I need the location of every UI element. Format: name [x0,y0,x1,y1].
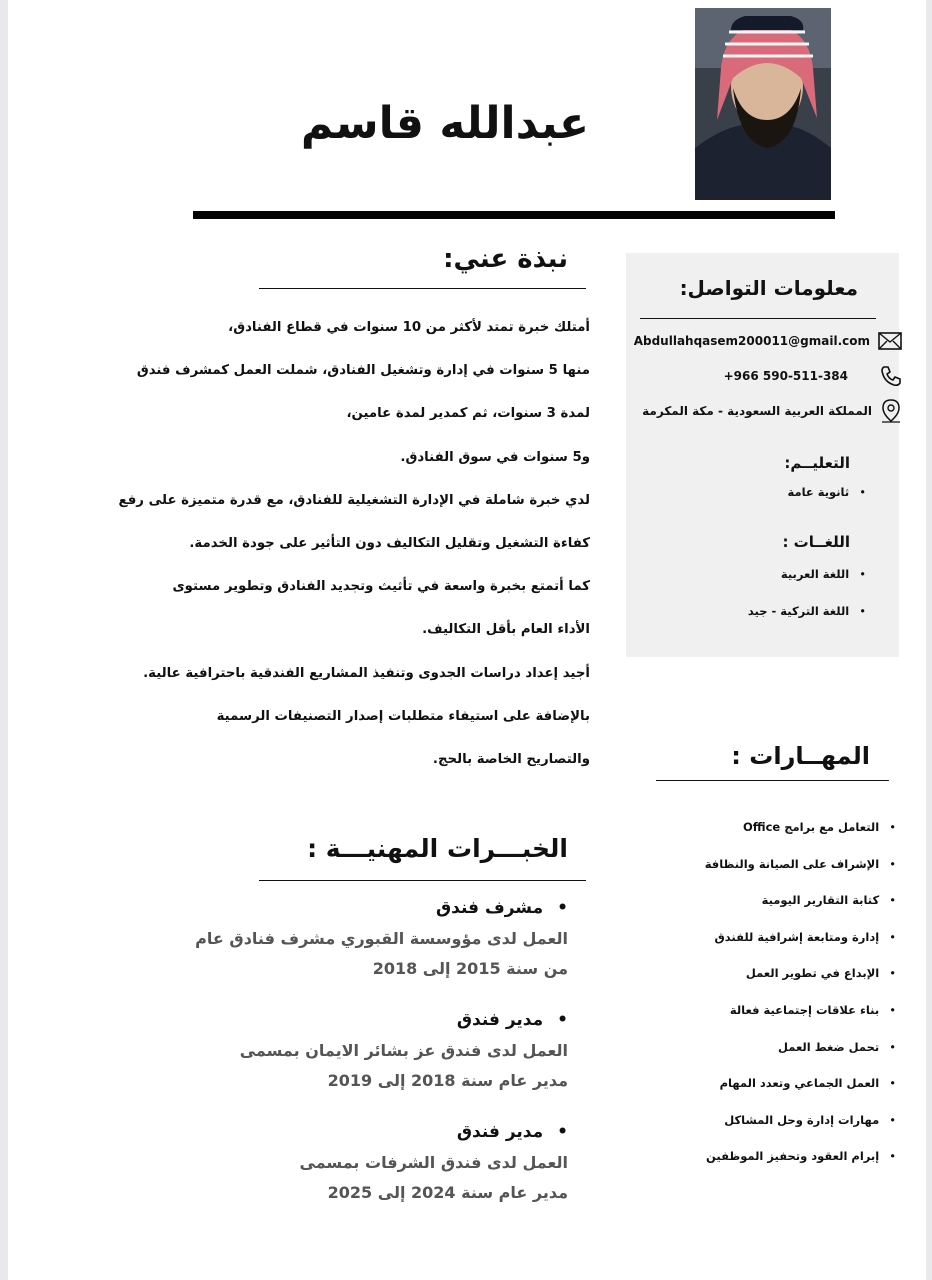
experience-title: • مدير فندق [148,1010,568,1030]
location-row [642,398,902,424]
skill-item: • مهارات إدارة وحل المشاكل [705,1102,896,1139]
experience-desc: العمل لدى مؤوسسة القبوري مشرف فنادق عام [195,929,568,948]
about-line: الأداء العام بأقل التكاليف. [422,622,590,638]
contact-list [633,328,902,428]
education-heading: التعليــم: [784,454,850,472]
profile-photo [695,8,831,200]
about-line: و5 سنوات في سوق الفنادق. [400,449,590,465]
candidate-name: عبدالله قاسم [300,98,589,149]
skill-item: • تحمل ضغط العمل [705,1029,896,1066]
about-line: أجيد إعداد دراسات الجدوى وتنفيذ المشاريع الفندقية باحترافية عالية. [143,665,590,681]
about-rule [259,288,586,289]
email-row[interactable] [633,328,902,354]
language-item: • اللغة العربية [748,556,866,593]
education-item: • ثانوية عامة [787,474,866,511]
location-text: المملكة العربية السعودية - مكة المكرمة [642,404,872,418]
about-line: كفاءة التشغيل وتقليل التكاليف دون التأثير على جودة الخدمة. [189,535,590,551]
experience-title: • مدير فندق [148,1122,568,1142]
skill-item: • بناء علاقات إجتماعية فعالة [705,992,896,1029]
about-line: لدي خبرة شاملة في الإدارة التشغيلية للفنادق، مع قدرة متميزة على رفع [118,492,590,508]
about-heading: نبذة عني: [443,244,568,274]
phone-icon [880,365,902,387]
experience-period: من سنة 2015 إلى 2018 [372,959,568,978]
experience-period: مدير عام سنة 2024 إلى 2025 [327,1183,568,1202]
experience-rule [259,880,586,881]
contact-rule [640,318,876,319]
experience-title: • مشرف فندق [148,898,568,918]
skills-heading: المهــارات : [731,742,870,770]
experience-item [148,1010,568,1096]
languages-list [748,556,866,630]
skills-list [705,809,896,1175]
about-line: والتصاريح الخاصة بالحج. [432,751,590,767]
about-line: أمتلك خبرة تمتد لأكثر من 10 سنوات في قطاع الفنادق، [228,320,590,335]
phone-text[interactable]: +966 590-511-384 [723,369,848,383]
skill-item: • الإبداع في تطوير العمل [705,955,896,992]
email-text[interactable]: Abdullahqasem200011@gmail.com [633,334,870,348]
language-item: • اللغة التركية - جيد [748,593,866,630]
skill-item: • كتابة التقارير اليومية [705,882,896,919]
experience-item [148,1122,568,1208]
skill-item: • التعامل مع برامج Office [705,809,896,846]
experience-period: مدير عام سنة 2018 إلى 2019 [327,1071,568,1090]
phone-row[interactable] [647,363,902,389]
skill-item: • الإشراف على الصيانة والنظافة [705,846,896,883]
skill-item: • إدارة ومتابعة إشرافية للفندق [705,919,896,956]
mail-icon [878,332,902,350]
contact-heading: معلومات التواصل: [679,276,858,300]
header-divider [193,211,835,219]
about-line: كما أتمتع بخبرة واسعة في تأثيث وتجديد الفنادق وتطوير مستوى [172,579,590,595]
about-line: منها 5 سنوات في إدارة وتشغيل الفنادق، شملت العمل كمشرف فندق [136,363,590,379]
languages-heading: اللغــات : [782,533,850,551]
education-list [787,474,866,511]
resume-page [8,0,926,1280]
experience-desc: العمل لدى فندق الشرفات بمسمى [299,1153,568,1172]
skill-item: • العمل الجماعي وتعدد المهام [705,1065,896,1102]
about-text [100,306,590,781]
about-line: بالإضافة على استيفاء متطلبات إصدار التصنيفات الرسمية [216,708,590,724]
location-pin-icon [880,398,902,424]
experience-item [148,898,568,984]
skills-rule [656,780,889,781]
skill-item: • إبرام العقود وتحفيز الموظفين [705,1138,896,1175]
about-line: لمدة 3 سنوات، ثم كمدير لمدة عامين، [346,406,590,422]
experience-desc: العمل لدى فندق عز بشائر الايمان بمسمى [239,1041,568,1060]
experience-heading: الخبـــرات المهنيـــة : [307,834,568,863]
